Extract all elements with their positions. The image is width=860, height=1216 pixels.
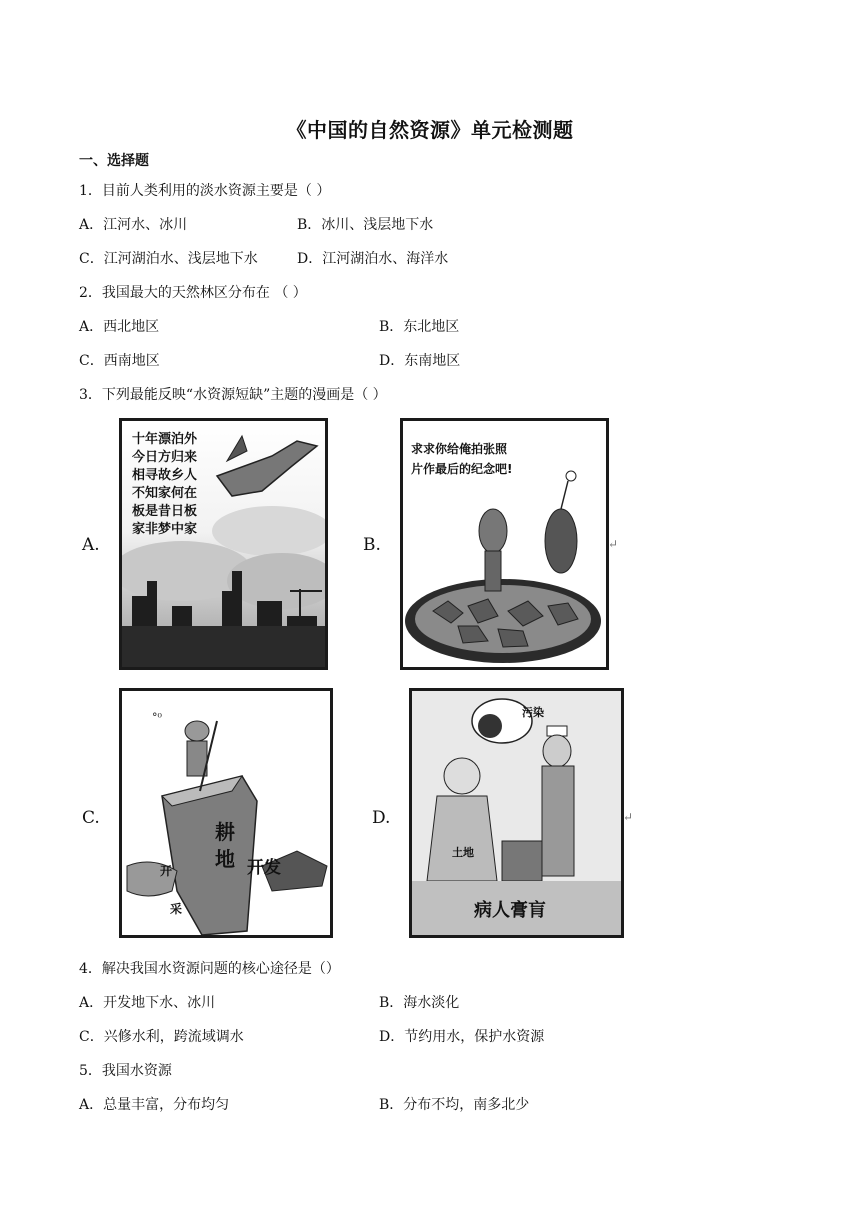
comic-a-text-line-3: 相寻故乡人: [132, 468, 198, 483]
comic-c-label-di: 地: [215, 847, 235, 871]
section-heading: 一、选择题: [79, 153, 149, 169]
q4-option-c: C．兴修水利，跨流域调水: [79, 1029, 244, 1045]
question-3-stem: 3．下列最能反映“水资源短缺”主题的漫画是（ ）: [79, 387, 387, 403]
q5-option-b: B．分布不均，南多北少: [379, 1097, 530, 1113]
q1-option-a: A．江河水、冰川: [79, 217, 188, 233]
q4-option-d: D．节约用水，保护水资源: [379, 1029, 545, 1045]
q2-option-c: C．西南地区: [79, 353, 160, 369]
comic-a-letter: A.: [82, 535, 100, 555]
question-2-stem: 2．我国最大的天然林区分布在 （ ）: [79, 285, 307, 301]
comic-c-label-kai: 开: [160, 864, 173, 878]
comic-c-label-kaifa: 开发: [247, 858, 281, 878]
comic-a-text-line-4: 不知家何在: [132, 486, 198, 501]
q2-option-d: D．东南地区: [379, 353, 461, 369]
paragraph-return-mark-2: ↵: [623, 810, 634, 824]
comic-b-text-line-2: 片作最后的纪念吧!: [411, 462, 513, 476]
comic-c-label-cai: 采: [170, 902, 183, 916]
comic-c-image: [119, 688, 333, 938]
question-4-stem: 4．解决我国水资源问题的核心途径是（）: [79, 961, 340, 977]
comic-d-label-wuran: 污染: [522, 706, 544, 719]
comic-d-image: [409, 688, 624, 938]
comic-b-image: [400, 418, 609, 670]
page-title: 《中国的自然资源》单元检测题: [286, 118, 574, 142]
comic-d-label-tudi: 土地: [452, 846, 474, 859]
svg-text:°⁰: °⁰: [152, 711, 162, 724]
q1-option-c: C．江河湖泊水、浅层地下水: [79, 251, 258, 267]
question-5-stem: 5．我国水资源: [79, 1063, 172, 1079]
paragraph-return-mark: ↵: [608, 537, 619, 551]
comic-a-text-line-1: 十年漂泊外: [132, 432, 198, 447]
comic-a-text-line-2: 今日方归来: [132, 450, 198, 465]
q5-option-a: A．总量丰富，分布均匀: [79, 1097, 230, 1113]
q1-option-b: B．冰川、浅层地下水: [297, 217, 434, 233]
comic-b-letter: B.: [363, 535, 381, 555]
q2-option-a: A．西北地区: [79, 319, 160, 335]
comic-a-image: [119, 418, 328, 670]
q4-option-a: A．开发地下水、冰川: [79, 995, 216, 1011]
comic-a-text-line-6: 家非梦中家: [132, 522, 198, 537]
comic-b-text-line-1: 求求你给俺拍张照: [411, 442, 508, 456]
q1-option-d: D．江河湖泊水、海洋水: [297, 251, 449, 267]
comic-d-label-bingren: 病人膏肓: [474, 900, 546, 921]
q4-option-b: B．海水淡化: [379, 995, 460, 1011]
q2-option-b: B．东北地区: [379, 319, 460, 335]
comic-c-label-geng: 耕: [215, 820, 235, 844]
comic-a-text-line-5: 板是昔日板: [132, 504, 198, 519]
comic-d-letter: D.: [372, 808, 391, 828]
comic-c-letter: C.: [82, 808, 100, 828]
question-1-stem: 1．目前人类利用的淡水资源主要是（ ）: [79, 183, 331, 199]
